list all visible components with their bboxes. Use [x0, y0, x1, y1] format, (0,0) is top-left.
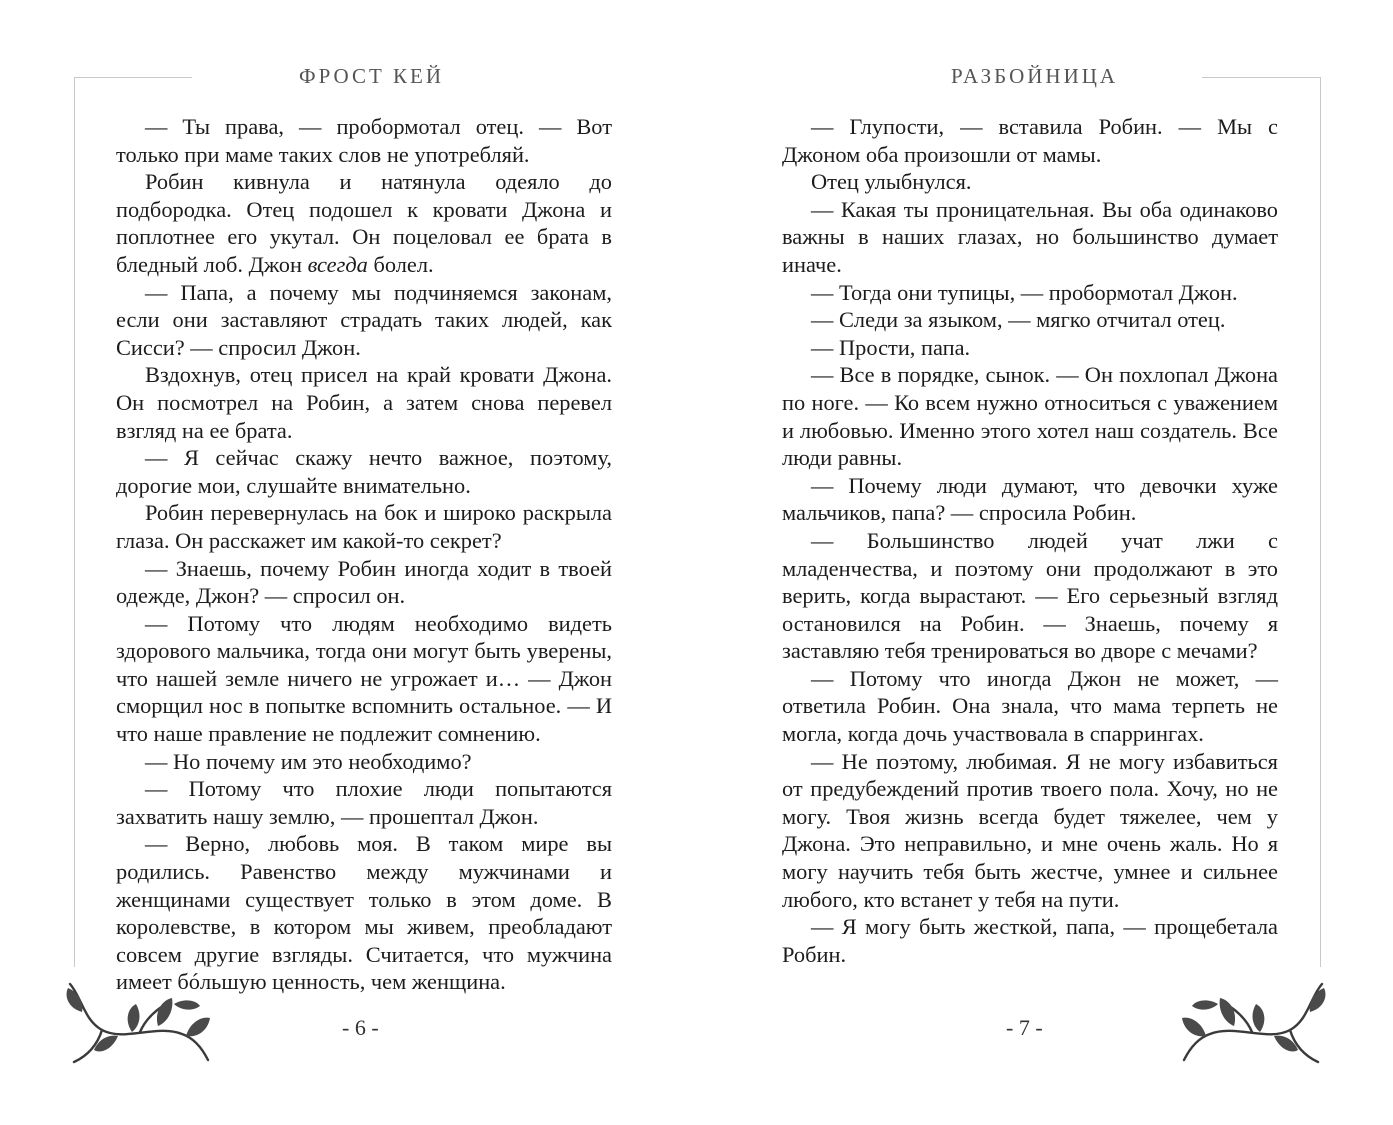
- emphasis: всегда: [307, 251, 368, 277]
- page-number: - 6 -: [342, 1015, 379, 1040]
- paragraph: — Тогда они тупицы, — пробормотал Джон.: [811, 279, 1238, 305]
- paragraph: — Я сейчас скажу нечто важное, поэтому, дорогие мои, слушайте внимательно.: [116, 445, 612, 498]
- paragraph: — Не поэтому, любимая. Я не могу избавиться от предубеждений против твоего пола. Хочу, но не могу. Твоя жизнь всегда будет тяжелее, чем у Джона. Это неправильно, и мне очень жаль. Но я могу научить тебя быть жестче, умнее и сильнее любого, кто встанет у тебя на пути.: [782, 748, 1278, 912]
- paragraph: — Следи за языком, — мягко отчитал отец.: [811, 307, 1226, 333]
- paragraph: — Большинство людей учат лжи с младенчества, и поэтому они продолжают в это верить, когда вырастают. — Его серьезный взгляд остановился на Робин. — Знаешь, почему я заставляю тебя тренироваться во дворе с мечами?: [782, 527, 1278, 664]
- paragraph: — Верно, любовь моя. В таком мире вы родились. Равенство между мужчинами и женщинами существует только в этом доме. В королевстве, в котором мы живем, преобладают совсем другие взгляды. Считается, что мужчина имеет бóльшую ценность, чем женщина.: [116, 831, 612, 995]
- paragraph: — Какая ты проницательная. Вы оба одинаково важны в наших глазах, но большинство думает иначе.: [782, 196, 1278, 277]
- paragraph: — Потому что плохие люди попытаются захватить нашу землю, — прошептал Джон.: [116, 776, 612, 829]
- paragraph: — Потому что людям необходимо видеть здорового мальчика, тогда они могут быть уверены, что нашей земле ничего не угрожает и… — Джон сморщил нос в попытке вспомнить остальное. — И что наше правление не подлежит сомнению.: [116, 610, 612, 747]
- page-number: - 7 -: [1006, 1015, 1043, 1040]
- paragraph: — Все в порядке, сынок. — Он похлопал Джона по ноге. — Ко всем нужно относиться с уважением и любовью. Именно этого хотел наш создатель. Все люди равны.: [782, 362, 1278, 471]
- paragraph: — Знаешь, почему Робин иногда ходит в твоей одежде, Джон? — спросил он.: [116, 555, 612, 609]
- paragraph: — Потому что иногда Джон не может, — ответила Робин. Она знала, что мама терпеть не могла, когда дочь участвовала в спаррингах.: [782, 665, 1278, 747]
- running-head-author: ФРОСТ КЕЙ: [299, 64, 445, 88]
- paragraph: — Ты права, — пробормотал отец. — Вот только при маме таких слов не употребляй.: [116, 114, 612, 167]
- paragraph: Вздохнув, отец присел на край кровати Джона. Он посмотрел на Робин, а затем снова перевел взгляд на ее брата.: [116, 362, 612, 443]
- paragraph: Робин кивнула и натянула одеяло до подбородка. Отец подошел к кровати Джона и поплотнее его укутал. Он поцеловал ее брата в бледный лоб. Джон всегда болел.: [116, 169, 612, 277]
- paragraph: — Я могу быть жесткой, папа, — прощебетала Робин.: [782, 914, 1278, 967]
- paragraph: — Почему люди думают, что девочки хуже мальчиков, папа? — спросила Робин.: [782, 472, 1278, 526]
- right-page: [696, 0, 1393, 1125]
- paragraph: — Папа, а почему мы подчиняемся законам, если они заставляют страдать таких людей, как Сисси? — спросил Джон.: [116, 279, 612, 360]
- paragraph: — Но почему им это необходимо?: [145, 748, 472, 774]
- frame-side-line: [1320, 77, 1321, 967]
- right-body-text: [782, 113, 1278, 968]
- vine-ornament-left-icon: [62, 978, 212, 1068]
- paragraph: Отец улыбнулся.: [811, 169, 972, 195]
- paragraph: — Глупости, — вставила Робин. — Мы с Джоном оба произошли от мамы.: [782, 114, 1278, 167]
- frame-side-line: [74, 77, 75, 967]
- vine-ornament-right-icon: [1180, 978, 1330, 1068]
- left-body-text: [116, 113, 612, 996]
- frame-top-line: [74, 77, 192, 78]
- left-page: [0, 0, 696, 1125]
- paragraph: Робин перевернулась на бок и широко раскрыла глаза. Он расскажет им какой-то секрет?: [116, 500, 612, 553]
- running-head-title: РАЗБОЙНИЦА: [951, 64, 1119, 88]
- paragraph: — Прости, папа.: [811, 334, 971, 360]
- frame-top-line: [1202, 77, 1320, 78]
